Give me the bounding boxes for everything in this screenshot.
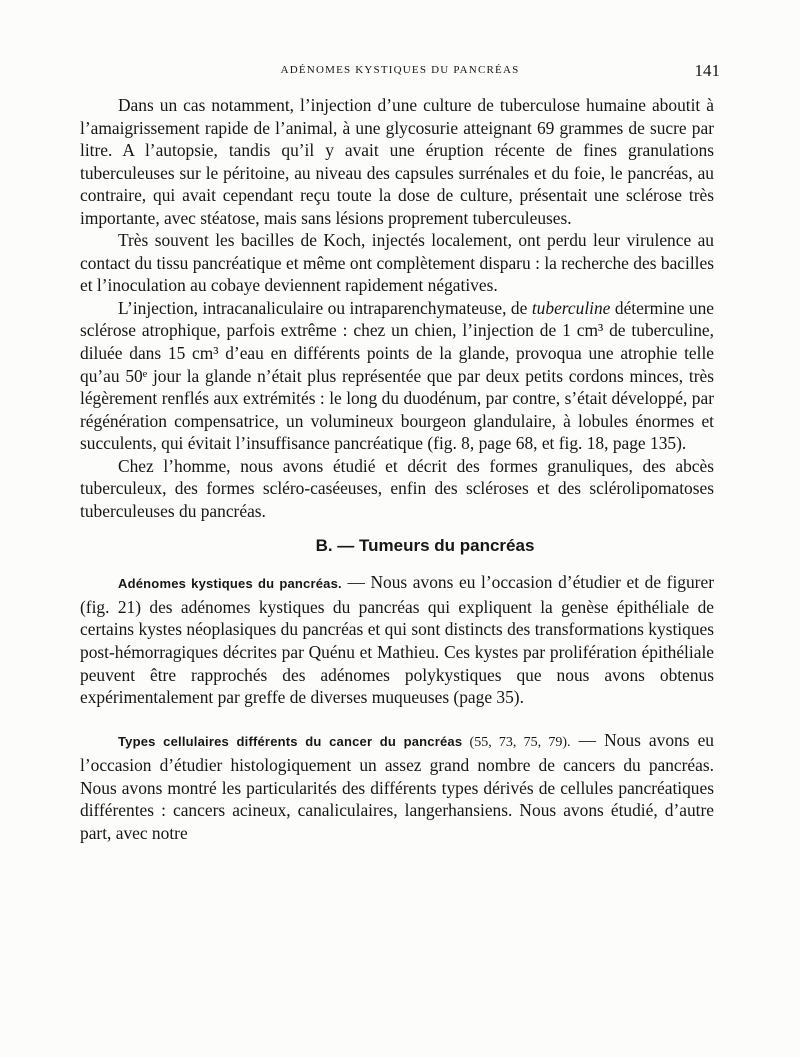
spacer [80, 709, 714, 729]
references: (55, 73, 75, 79). [462, 734, 571, 750]
run-in-heading: Types cellulaires différents du cancer du pancréas [118, 733, 463, 749]
body-text [80, 94, 714, 844]
paragraph-text: L’injection, intracanaliculaire ou intraparenchymateuse, de [118, 297, 532, 318]
running-title: ADÉNOMES KYSTIQUES DU PANCRÉAS [280, 64, 520, 76]
paragraph-tuberculin-injection [80, 297, 714, 455]
paragraph-text: détermine une sclérose atrophique, parfois extrême : chez un chien, l’injection de 1 cm³ de tuberculine, diluée dans 15 cm³ d’eau en différents points de la glande, provoqua une atrophie telle qu’au 50ᵉ jour la glande n’était plus représentée que par deux petits cordons minces, très légèrement renflés aux extrémités : le long du duodénum, par contre, s’était développé, par régénération compensatrice, un volumineux bourgeon glandulaire, à lobules énormes et succulents, qui évitait l’insuffisance pancréatique (fig. 8, page 68, et fig. 18, page 135). [80, 297, 715, 454]
paragraph-adenomes-kystiques [80, 571, 714, 708]
running-head [80, 62, 720, 82]
paragraph-koch-bacilli: Très souvent les bacilles de Koch, injectés localement, ont perdu leur virulence au contact du tissu pancréatique et même ont complètement disparu : la recherche des bacilles et l’inoculation au cobaye deviennent rapidement négatives. [80, 230, 714, 296]
spacer [80, 563, 714, 571]
paragraph-text: — Nous avons eu l’occasion d’étudier histologiquement un assez grand nombre de cancers du pancréas. Nous avons montré les particularités des différents types dérivés de cellules pancréatiques différentes : cancers acineux, canaliculaires, langerhansiens. Nous avons étudié, d’autre part, avec notre [80, 729, 714, 843]
page-number: 141 [694, 61, 720, 80]
run-in-heading: Adénomes kystiques du pancréas. [118, 576, 342, 592]
paragraph-types-cellulaires [80, 729, 714, 845]
paragraph-tuberculin-culture: Dans un cas notamment, l’injection d’une culture de tuberculose humaine aboutit à l’amaigrissement rapide de l’animal, à une glycosurie atteignant 69 grammes de sucre par litre. A l’autopsie, tandis qu’il y avait une éruption récente de fines granulations tuberculeuses sur le péritoine, au niveau des capsules surrénales et du foie, le pancréas, au contraire, qui avait cependant reçu toute la dose de culture, présentait une sclérose très importante, avec stéatose, mais sans lésions proprement tuberculeuses. [80, 95, 714, 228]
paragraph-text: — Nous avons eu l’occasion d’étudier et de figurer (fig. 21) des adénomes kystiques du pancréas qui expliquent la genèse épithéliale de certains kystes néoplasiques du pancréas et qui sont distincts des transformations kystiques post-hémorragiques décrites par Quénu et Mathieu. Ces kystes par prolifération épithéliale peuvent être rapprochés des adénomes polykystiques que nous avons obtenus expérimentalement par greffe de diverses muqueuses (page 35). [80, 572, 714, 708]
section-heading-tumeurs: B. — Tumeurs du pancréas [315, 536, 535, 556]
paragraph-human-forms: Chez l’homme, nous avons étudié et décrit des formes granuliques, des abcès tuberculeux, des formes scléro-caséeuses, enfin des scléroses et des sclérolipomatoses tuberculeuses du pancréas. [80, 455, 714, 521]
italic-term: tuberculine [531, 297, 611, 318]
